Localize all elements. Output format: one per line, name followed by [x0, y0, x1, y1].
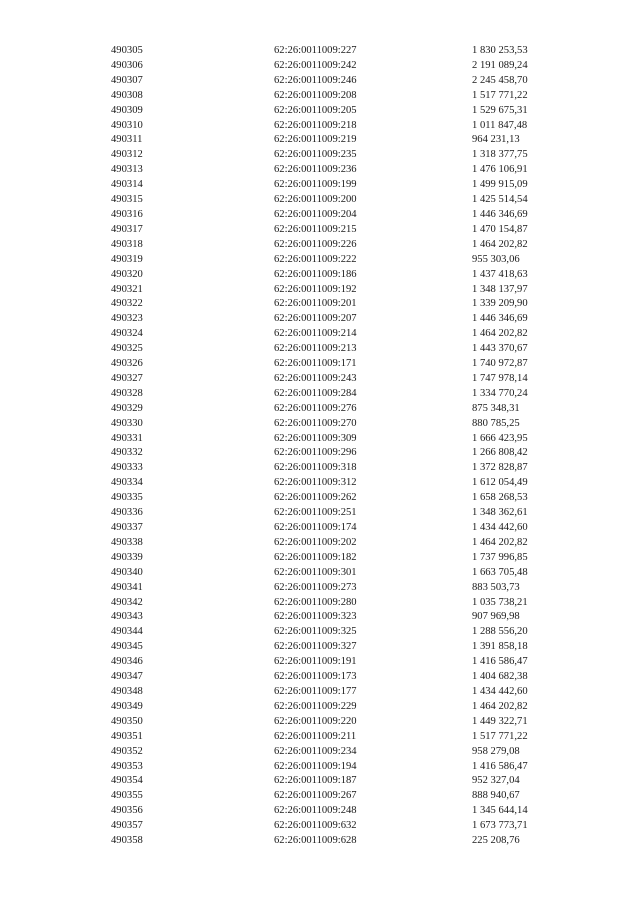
row-number-cell: 490342	[111, 596, 143, 608]
table-row	[108, 432, 568, 447]
cadastral-value-cell: 907 969,98	[472, 611, 520, 623]
row-number-cell: 490352	[111, 745, 143, 757]
row-number-cell: 490328	[111, 387, 143, 399]
table-row	[108, 834, 568, 849]
cadastral-number-cell: 62:26:0011009:214	[274, 328, 357, 340]
table-row	[108, 268, 568, 283]
row-number-cell: 490358	[111, 835, 143, 847]
cadastral-value-cell: 1 391 858,18	[472, 641, 528, 653]
table-row	[108, 804, 568, 819]
row-number-cell: 490349	[111, 700, 143, 712]
table-row	[108, 476, 568, 491]
cadastral-number-cell: 62:26:0011009:301	[274, 566, 357, 578]
cadastral-value-cell: 1 372 828,87	[472, 462, 528, 474]
cadastral-number-cell: 62:26:0011009:213	[274, 343, 357, 355]
table-row	[108, 685, 568, 700]
table-row	[108, 700, 568, 715]
cadastral-number-cell: 62:26:0011009:246	[274, 74, 357, 86]
cadastral-value-cell: 1 499 915,09	[472, 179, 528, 191]
cadastral-value-cell: 1 318 377,75	[472, 149, 528, 161]
cadastral-value-cell: 1 443 370,67	[472, 343, 528, 355]
table-row	[108, 89, 568, 104]
table-row	[108, 521, 568, 536]
cadastral-value-cell: 1 464 202,82	[472, 238, 528, 250]
cadastral-number-cell: 62:26:0011009:199	[274, 179, 357, 191]
cadastral-number-cell: 62:26:0011009:327	[274, 641, 357, 653]
row-number-cell: 490320	[111, 268, 143, 280]
cadastral-value-cell: 1 517 771,22	[472, 89, 528, 101]
row-number-cell: 490308	[111, 89, 143, 101]
table-row	[108, 789, 568, 804]
row-number-cell: 490350	[111, 715, 143, 727]
cadastral-number-cell: 62:26:0011009:187	[274, 775, 357, 787]
cadastral-number-cell: 62:26:0011009:177	[274, 685, 357, 697]
table-row	[108, 372, 568, 387]
cadastral-number-cell: 62:26:0011009:243	[274, 372, 357, 384]
cadastral-number-cell: 62:26:0011009:248	[274, 805, 357, 817]
cadastral-number-cell: 62:26:0011009:267	[274, 790, 357, 802]
cadastral-value-cell: 1 476 106,91	[472, 164, 528, 176]
table-row	[108, 357, 568, 372]
row-number-cell: 490307	[111, 74, 143, 86]
cadastral-value-cell: 1 266 808,42	[472, 447, 528, 459]
table-row	[108, 774, 568, 789]
cadastral-value-cell: 1 529 675,31	[472, 104, 528, 116]
table-row	[108, 238, 568, 253]
cadastral-value-cell: 1 416 586,47	[472, 760, 528, 772]
cadastral-value-cell: 1 345 644,14	[472, 805, 528, 817]
cadastral-number-cell: 62:26:0011009:194	[274, 760, 357, 772]
table-row	[108, 59, 568, 74]
cadastral-number-cell: 62:26:0011009:242	[274, 59, 357, 71]
cadastral-number-cell: 62:26:0011009:262	[274, 492, 357, 504]
table-row	[108, 208, 568, 223]
cadastral-number-cell: 62:26:0011009:270	[274, 417, 357, 429]
table-row	[108, 223, 568, 238]
table-row	[108, 297, 568, 312]
table-row	[108, 74, 568, 89]
cadastral-value-cell: 1 658 268,53	[472, 492, 528, 504]
table-row	[108, 133, 568, 148]
row-number-cell: 490331	[111, 432, 143, 444]
cadastral-number-cell: 62:26:0011009:173	[274, 671, 357, 683]
table-row	[108, 491, 568, 506]
table-row	[108, 178, 568, 193]
cadastral-number-cell: 62:26:0011009:318	[274, 462, 357, 474]
table-row	[108, 566, 568, 581]
table-row	[108, 655, 568, 670]
row-number-cell: 490322	[111, 298, 143, 310]
table-row	[108, 417, 568, 432]
cadastral-value-cell: 1 404 682,38	[472, 671, 528, 683]
row-number-cell: 490335	[111, 492, 143, 504]
cadastral-value-cell: 1 747 978,14	[472, 372, 528, 384]
table-row	[108, 104, 568, 119]
cadastral-value-cell: 2 245 458,70	[472, 74, 528, 86]
row-number-cell: 490316	[111, 208, 143, 220]
cadastral-value-cell: 1 517 771,22	[472, 730, 528, 742]
cadastral-number-cell: 62:26:0011009:227	[274, 45, 357, 56]
cadastral-value-cell: 1 737 996,85	[472, 551, 528, 563]
cadastral-value-cell: 1 666 423,95	[472, 432, 528, 444]
row-number-cell: 490346	[111, 656, 143, 668]
table-row	[108, 163, 568, 178]
table-row	[108, 640, 568, 655]
cadastral-value-cell: 1 437 418,63	[472, 268, 528, 280]
row-number-cell: 490355	[111, 790, 143, 802]
cadastral-number-cell: 62:26:0011009:296	[274, 447, 357, 459]
row-number-cell: 490333	[111, 462, 143, 474]
cadastral-number-cell: 62:26:0011009:186	[274, 268, 357, 280]
cadastral-value-cell: 964 231,13	[472, 134, 520, 146]
table-row	[108, 342, 568, 357]
cadastral-number-cell: 62:26:0011009:218	[274, 119, 357, 131]
row-number-cell: 490340	[111, 566, 143, 578]
row-number-cell: 490330	[111, 417, 143, 429]
table-row	[108, 730, 568, 745]
cadastral-number-cell: 62:26:0011009:323	[274, 611, 357, 623]
table-row	[108, 461, 568, 476]
table-row	[108, 387, 568, 402]
cadastral-number-cell: 62:26:0011009:191	[274, 656, 357, 668]
cadastral-value-cell: 225 208,76	[472, 835, 520, 847]
row-number-cell: 490318	[111, 238, 143, 250]
row-number-cell: 490305	[111, 45, 143, 56]
row-number-cell: 490354	[111, 775, 143, 787]
row-number-cell: 490343	[111, 611, 143, 623]
row-number-cell: 490313	[111, 164, 143, 176]
row-number-cell: 490324	[111, 328, 143, 340]
row-number-cell: 490329	[111, 402, 143, 414]
row-number-cell: 490336	[111, 507, 143, 519]
cadastral-number-cell: 62:26:0011009:202	[274, 536, 357, 548]
cadastral-value-cell: 1 035 738,21	[472, 596, 528, 608]
cadastral-value-cell: 1 334 770,24	[472, 387, 528, 399]
row-number-cell: 490356	[111, 805, 143, 817]
cadastral-number-cell: 62:26:0011009:220	[274, 715, 357, 727]
cadastral-value-cell: 1 348 137,97	[472, 283, 528, 295]
cadastral-number-cell: 62:26:0011009:235	[274, 149, 357, 161]
row-number-cell: 490344	[111, 626, 143, 638]
cadastral-value-cell: 1 449 322,71	[472, 715, 528, 727]
cadastral-number-cell: 62:26:0011009:208	[274, 89, 357, 101]
row-number-cell: 490345	[111, 641, 143, 653]
row-number-cell: 490338	[111, 536, 143, 548]
cadastral-number-cell: 62:26:0011009:215	[274, 223, 357, 235]
table-row	[108, 119, 568, 134]
cadastral-number-cell: 62:26:0011009:205	[274, 104, 357, 116]
cadastral-number-cell: 62:26:0011009:222	[274, 253, 357, 265]
row-number-cell: 490334	[111, 477, 143, 489]
cadastral-value-cell: 880 785,25	[472, 417, 520, 429]
row-number-cell: 490332	[111, 447, 143, 459]
cadastral-value-cell: 952 327,04	[472, 775, 520, 787]
cadastral-value-cell: 1 464 202,82	[472, 536, 528, 548]
cadastral-value-cell: 1 740 972,87	[472, 358, 528, 370]
table-row	[108, 581, 568, 596]
cadastral-value-cell: 1 416 586,47	[472, 656, 528, 668]
row-number-cell: 490351	[111, 730, 143, 742]
table-row	[108, 253, 568, 268]
table-row	[108, 551, 568, 566]
table-row	[108, 402, 568, 417]
cadastral-value-cell: 1 434 442,60	[472, 522, 528, 533]
table-row	[108, 148, 568, 163]
row-number-cell: 490314	[111, 179, 143, 191]
row-number-cell: 490341	[111, 581, 143, 593]
cadastral-number-cell: 62:26:0011009:312	[274, 477, 357, 489]
cadastral-number-cell: 62:26:0011009:309	[274, 432, 357, 444]
cadastral-value-cell: 875 348,31	[472, 402, 520, 414]
row-number-cell: 490325	[111, 343, 143, 355]
cadastral-number-cell: 62:26:0011009:229	[274, 700, 357, 712]
table-row	[108, 506, 568, 521]
table-row	[108, 610, 568, 625]
table-row	[108, 446, 568, 461]
row-number-cell: 490311	[111, 134, 143, 146]
row-number-cell: 490317	[111, 223, 143, 235]
cadastral-number-cell: 62:26:0011009:211	[274, 730, 357, 742]
cadastral-value-cell: 1 464 202,82	[472, 328, 528, 340]
cadastral-number-cell: 62:26:0011009:325	[274, 626, 357, 638]
row-number-cell: 490309	[111, 104, 143, 116]
cadastral-value-cell: 1 663 705,48	[472, 566, 528, 578]
cadastral-number-cell: 62:26:0011009:273	[274, 581, 357, 593]
table-row	[108, 625, 568, 640]
table-row	[108, 819, 568, 834]
cadastral-value-cell: 1 464 202,82	[472, 700, 528, 712]
cadastral-number-cell: 62:26:0011009:234	[274, 745, 357, 757]
cadastral-number-cell: 62:26:0011009:226	[274, 238, 357, 250]
cadastral-number-cell: 62:26:0011009:182	[274, 551, 357, 563]
cadastral-value-cell: 1 830 253,53	[472, 45, 528, 56]
cadastral-value-cell: 888 940,67	[472, 790, 520, 802]
row-number-cell: 490339	[111, 551, 143, 563]
cadastral-value-table	[108, 44, 568, 849]
row-number-cell: 490321	[111, 283, 143, 295]
cadastral-number-cell: 62:26:0011009:207	[274, 313, 357, 325]
cadastral-number-cell: 62:26:0011009:200	[274, 194, 357, 206]
cadastral-value-cell: 958 279,08	[472, 745, 520, 757]
row-number-cell: 490310	[111, 119, 143, 131]
table-row	[108, 760, 568, 775]
cadastral-number-cell: 62:26:0011009:236	[274, 164, 357, 176]
cadastral-number-cell: 62:26:0011009:276	[274, 402, 357, 414]
cadastral-number-cell: 62:26:0011009:219	[274, 134, 357, 146]
cadastral-value-cell: 1 011 847,48	[472, 119, 528, 131]
table-row	[108, 193, 568, 208]
cadastral-value-cell: 1 446 346,69	[472, 208, 528, 220]
cadastral-value-cell: 2 191 089,24	[472, 59, 528, 71]
row-number-cell: 490326	[111, 358, 143, 370]
table-row	[108, 715, 568, 730]
row-number-cell: 490347	[111, 671, 143, 683]
row-number-cell: 490306	[111, 59, 143, 71]
cadastral-value-cell: 883 503,73	[472, 581, 520, 593]
row-number-cell: 490315	[111, 194, 143, 206]
table-row	[108, 283, 568, 298]
table-row	[108, 596, 568, 611]
row-number-cell: 490353	[111, 760, 143, 772]
row-number-cell: 490319	[111, 253, 143, 265]
row-number-cell: 490337	[111, 522, 143, 533]
cadastral-number-cell: 62:26:0011009:632	[274, 820, 357, 832]
cadastral-value-cell: 1 434 442,60	[472, 685, 528, 697]
cadastral-number-cell: 62:26:0011009:171	[274, 358, 357, 370]
cadastral-number-cell: 62:26:0011009:201	[274, 298, 357, 310]
cadastral-number-cell: 62:26:0011009:192	[274, 283, 357, 295]
row-number-cell: 490348	[111, 685, 143, 697]
row-number-cell: 490327	[111, 372, 143, 384]
table-row	[108, 536, 568, 551]
row-number-cell: 490312	[111, 149, 143, 161]
cadastral-value-cell: 1 470 154,87	[472, 223, 528, 235]
cadastral-value-cell: 1 339 209,90	[472, 298, 528, 310]
table-row	[108, 312, 568, 327]
cadastral-number-cell: 62:26:0011009:251	[274, 507, 357, 519]
table-row	[108, 327, 568, 342]
cadastral-number-cell: 62:26:0011009:204	[274, 208, 357, 220]
cadastral-value-cell: 1 425 514,54	[472, 194, 528, 206]
cadastral-number-cell: 62:26:0011009:284	[274, 387, 357, 399]
cadastral-value-cell: 1 612 054,49	[472, 477, 528, 489]
cadastral-number-cell: 62:26:0011009:280	[274, 596, 357, 608]
cadastral-value-cell: 1 446 346,69	[472, 313, 528, 325]
table-row	[108, 44, 568, 59]
cadastral-number-cell: 62:26:0011009:174	[274, 522, 357, 533]
table-row	[108, 745, 568, 760]
row-number-cell: 490323	[111, 313, 143, 325]
cadastral-number-cell: 62:26:0011009:628	[274, 835, 357, 847]
row-number-cell: 490357	[111, 820, 143, 832]
cadastral-value-cell: 955 303,06	[472, 253, 520, 265]
cadastral-value-cell: 1 288 556,20	[472, 626, 528, 638]
cadastral-value-cell: 1 348 362,61	[472, 507, 528, 519]
table-row	[108, 670, 568, 685]
cadastral-value-cell: 1 673 773,71	[472, 820, 528, 832]
